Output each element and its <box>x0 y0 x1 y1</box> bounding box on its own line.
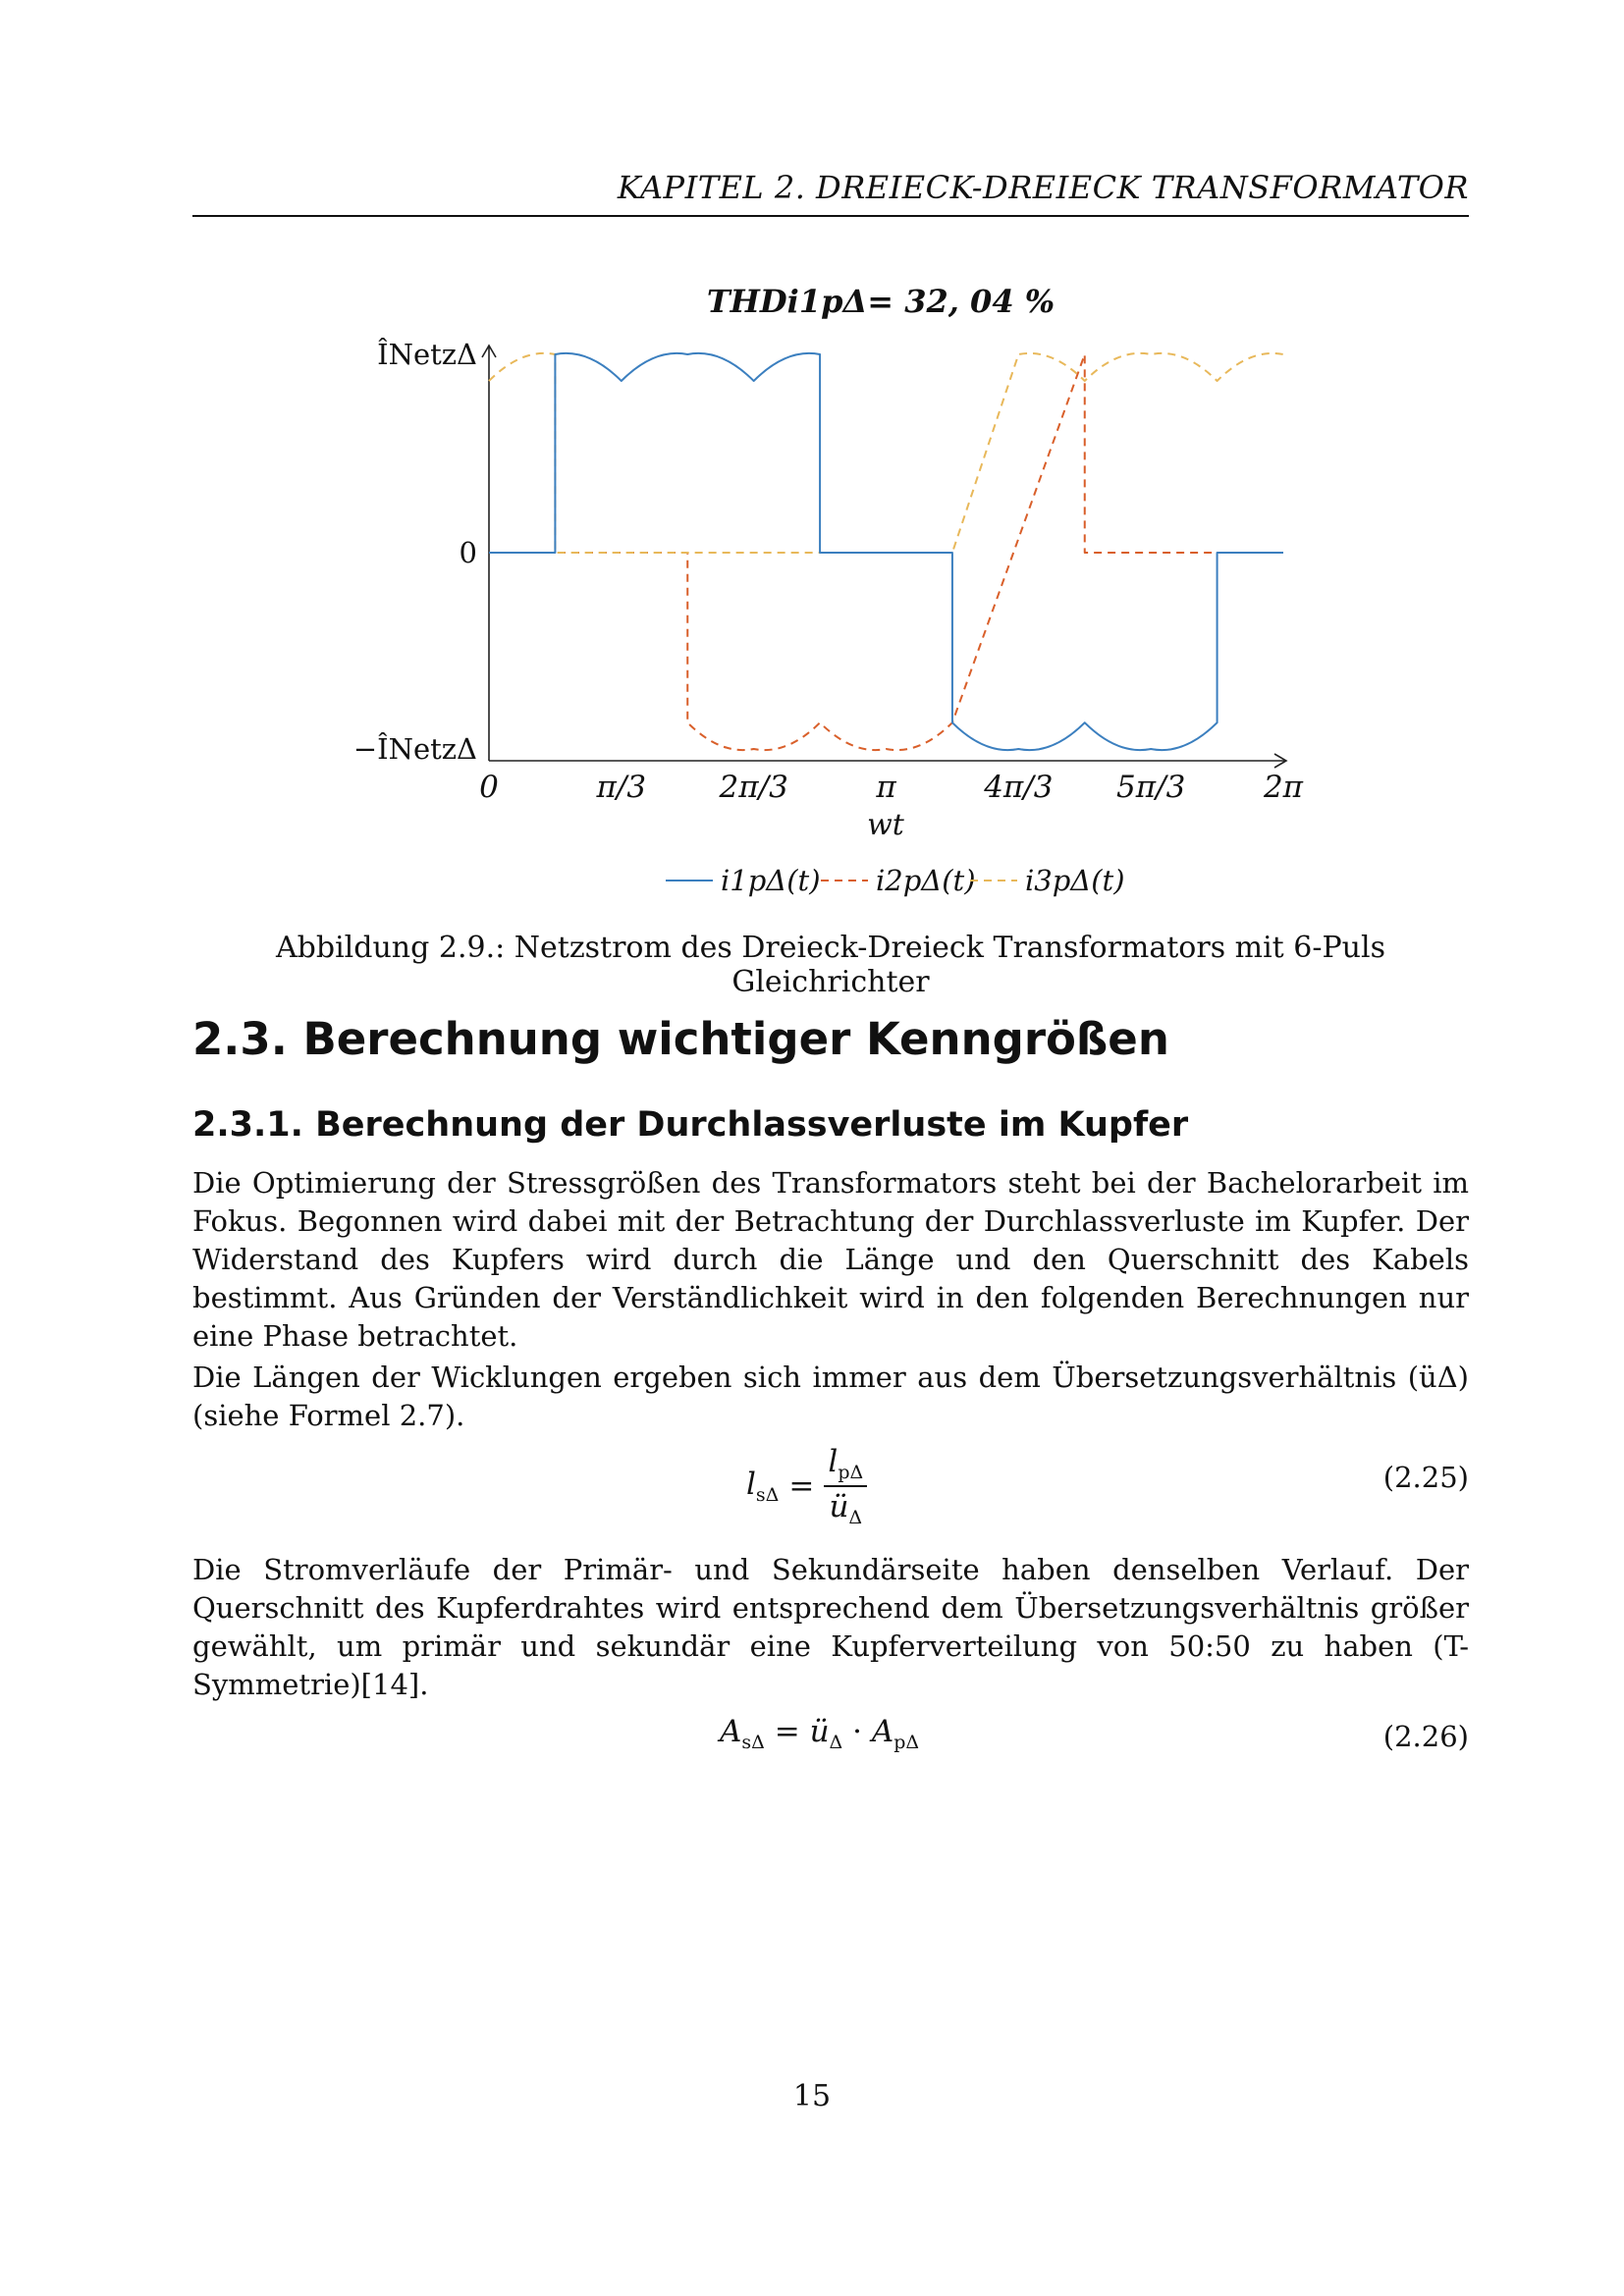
subsection-title: 2.3.1. Berechnung der Durchlassverluste im Kupfer <box>192 1105 1189 1145</box>
x-axis-label: wt <box>867 808 904 842</box>
x-tick-label: 4π/3 <box>984 770 1054 805</box>
legend-label-1: i1pΔ(t) <box>721 864 821 897</box>
paragraph-2: Die Längen der Wicklungen ergeben sich immer aus dem Übersetzungsverhältnis (üΔ) (siehe Formel 2.7). <box>192 1361 1469 1432</box>
x-tick-label: 2π <box>1263 770 1304 805</box>
x-tick-label: 2π/3 <box>719 770 788 805</box>
eq1-equals: = <box>788 1468 815 1504</box>
thd-current-chart <box>0 0 1624 923</box>
equation-number-2-26: (2.26) <box>1382 1720 1469 1753</box>
x-tick-label: π/3 <box>596 770 647 805</box>
y-tick-label: ÎNetzΔ <box>377 338 477 371</box>
page-number: 15 <box>792 2079 832 2113</box>
running-header: KAPITEL 2. DREIECK-DREIECK TRANSFORMATOR <box>617 169 1469 206</box>
series-line-1 <box>489 353 1283 750</box>
legend-label-3: i3pΔ(t) <box>1025 864 1125 897</box>
y-tick-label: 0 <box>459 536 477 569</box>
legend-label-2: i2pΔ(t) <box>876 864 976 897</box>
equation-2-25 <box>746 1443 867 1529</box>
series-line-3 <box>489 353 1283 553</box>
paragraph-1: Die Optimierung der Stressgrößen des Transformators steht bei der Bachelorarbeit im Fokus. Begonnen wird dabei mit der Betrachtung der Durchlassverluste im Kupfer. Der Widerstand des Kupfers wird durch die Länge und den Querschnitt des Kabels bestimmt. Aus Gründen der Verständlichkeit wird in den folgenden Berechnungen nur eine Phase betrachtet. <box>192 1166 1469 1353</box>
x-tick-label: 0 <box>479 770 499 805</box>
eq1-lhs: $l_{s\Delta}$ <box>746 1466 780 1507</box>
y-tick-label: −ÎNetzΔ <box>352 732 477 766</box>
chart-title: THDi1pΔ= 32, 04 % <box>706 283 1056 320</box>
figure-caption: Abbildung 2.9.: Netzstrom des Dreieck-Dreieck Transformators mit 6-Puls Gleichrichter <box>276 931 1385 999</box>
eq1-fraction: $\frac{l_{p\Delta}}{ü_\Delta}$ <box>824 1444 867 1528</box>
equation-number-2-25: (2.25) <box>1382 1461 1469 1494</box>
x-tick-label: 5π/3 <box>1116 770 1186 805</box>
x-tick-label: π <box>876 770 896 805</box>
equation-2-26: $A_{s\Delta}$ = $ü_\Delta \cdot A_{p\Delta}$ <box>720 1714 920 1754</box>
section-title: 2.3. Berechnung wichtiger Kenngrößen <box>192 1013 1169 1065</box>
paragraph-3: Die Stromverläufe der Primär- und Sekundärseite haben denselben Verlauf. Der Querschnitt des Kupferdrahtes wird entsprechend dem Übersetzungsverhältnis größer gewählt, um primär und sekundär eine Kupferverteilung von 50:50 zu haben (T-Symmetrie)[14]. <box>192 1553 1469 1701</box>
